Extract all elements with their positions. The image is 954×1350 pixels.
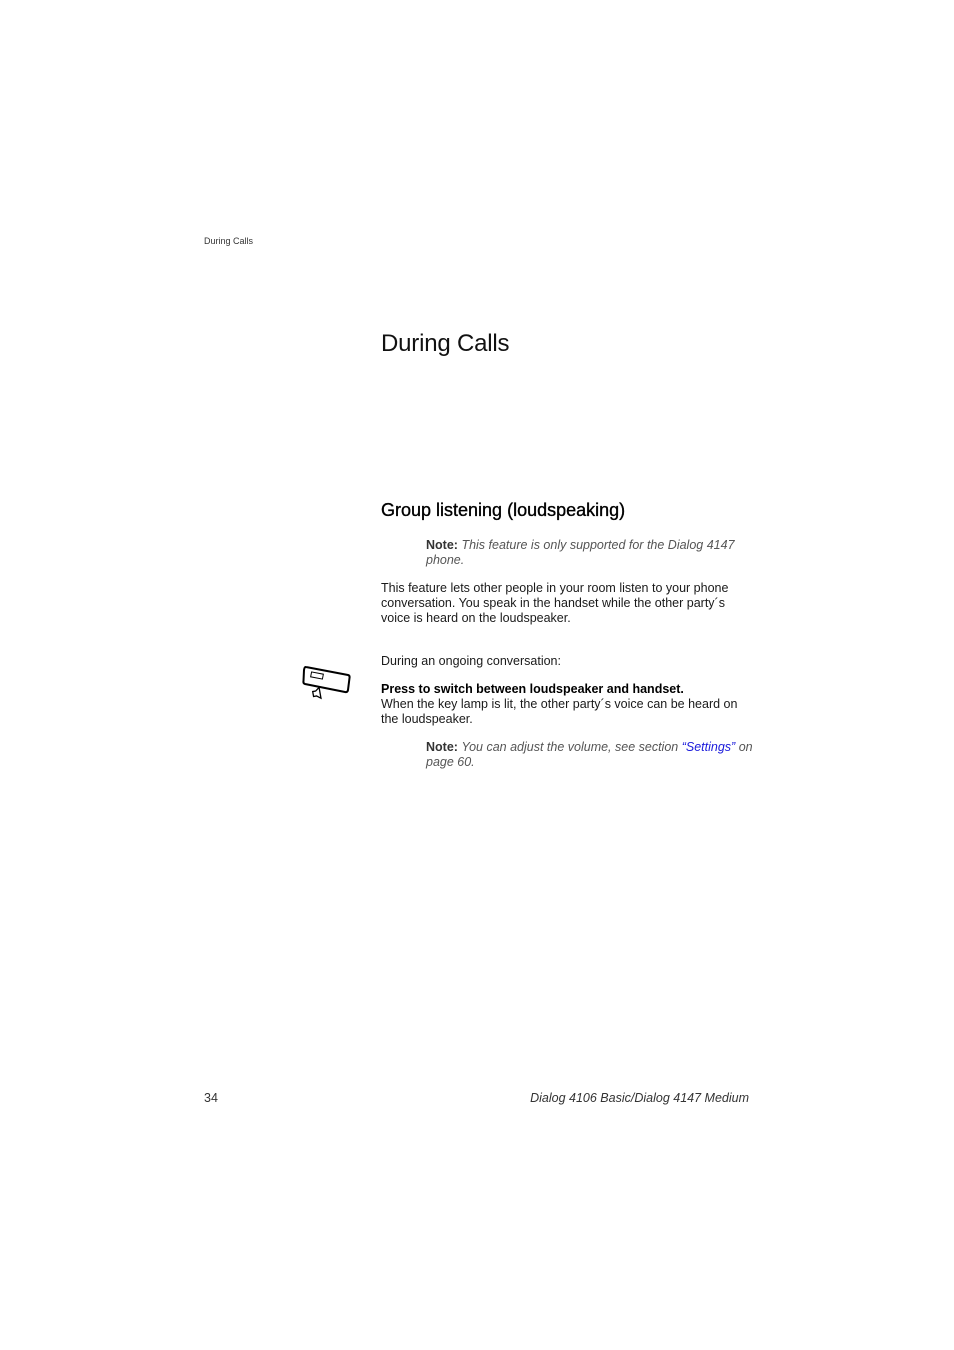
note-label: Note: xyxy=(426,538,458,552)
settings-link[interactable]: “Settings” xyxy=(681,740,736,754)
footer-product: Dialog 4106 Basic/Dialog 4147 Medium xyxy=(530,1091,749,1105)
instruction-text: When the key lamp is lit, the other party´s voice can be heard on the loudspeaker. xyxy=(381,697,738,726)
note-text-end: on page 60. xyxy=(426,740,753,769)
intro-paragraph: This feature lets other people in your room listen to your phone conversation. You speak in the handset while the other party´s voice is heard on the loudspeaker. xyxy=(381,581,729,625)
note-volume xyxy=(426,740,756,770)
section-title: Group listening (loudspeaking) xyxy=(381,500,626,520)
note-supported-phone xyxy=(426,538,756,568)
instruction-bold: Press to switch between loudspeaker and handset. xyxy=(381,682,684,696)
note-text: This feature is only supported for the Dialog 4147 phone. xyxy=(426,538,735,567)
instruction-block xyxy=(381,682,751,727)
page-number: 34 xyxy=(204,1091,218,1105)
running-header: During Calls xyxy=(204,236,254,246)
context-line: During an ongoing conversation: xyxy=(381,654,561,668)
note-label: Note: xyxy=(426,740,458,754)
loudspeaker-key-icon xyxy=(302,664,352,702)
note-text: You can adjust the volume, see section xyxy=(461,740,682,754)
page-title: During Calls xyxy=(381,330,510,357)
